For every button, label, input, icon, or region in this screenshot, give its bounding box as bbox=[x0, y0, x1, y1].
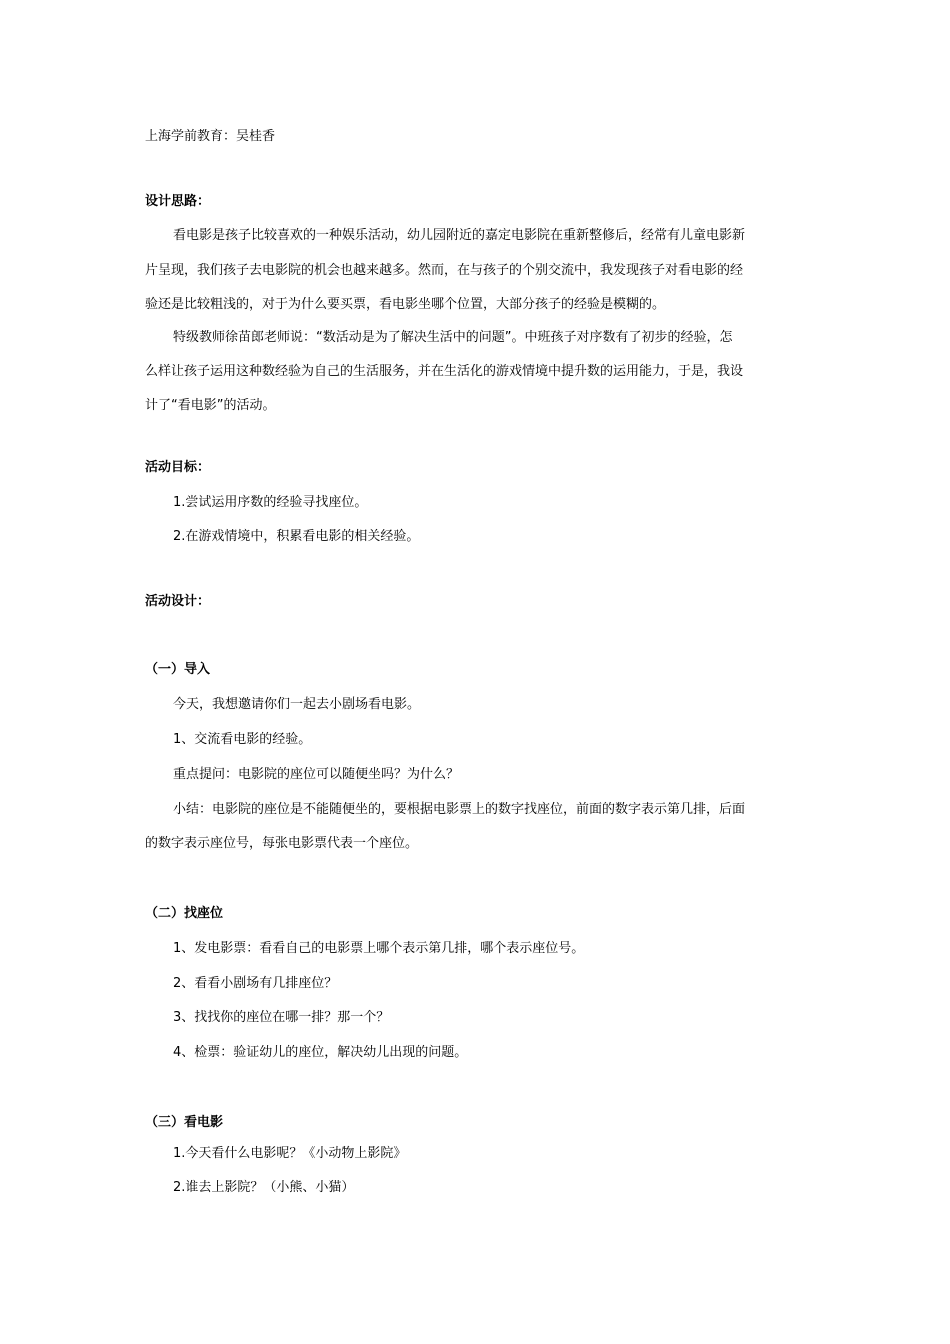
paragraph-line: 特级教师徐苗郎老师说：“数活动是为了解决生活中的问题”。中班孩子对序数有了初步的经验，怎 bbox=[173, 330, 733, 345]
part1-line: 今天，我想邀请你们一起去小剧场看电影。 bbox=[173, 697, 421, 712]
paragraph-line: 么样让孩子运用这种数经验为自己的生活服务，并在生活化的游戏情境中提升数的运用能力，于是，我设 bbox=[145, 364, 744, 379]
goal-item: 2.在游戏情境中，积累看电影的相关经验。 bbox=[173, 529, 420, 544]
goal-item: 1.尝试运用序数的经验寻找座位。 bbox=[173, 495, 368, 510]
part1-line: 小结：电影院的座位是不能随便坐的，要根据电影票上的数字找座位，前面的数字表示第几排，后面 bbox=[173, 802, 746, 817]
heading-part-2: （二）找座位 bbox=[145, 906, 224, 921]
heading-part-3: （三）看电影 bbox=[145, 1115, 224, 1130]
heading-activity-design: 活动设计： bbox=[145, 594, 211, 609]
part1-line: 1、交流看电影的经验。 bbox=[173, 732, 312, 747]
part3-line: 2.谁去上影院？（小熊、小猫） bbox=[173, 1180, 355, 1195]
part1-line: 的数字表示座位号，每张电影票代表一个座位。 bbox=[145, 836, 419, 851]
heading-part-1: （一）导入 bbox=[145, 662, 211, 677]
part2-line: 2、看看小剧场有几排座位？ bbox=[173, 976, 338, 991]
part2-line: 3、找找你的座位在哪一排？那一个？ bbox=[173, 1010, 390, 1025]
part2-line: 1、发电影票：看看自己的电影票上哪个表示第几排，哪个表示座位号。 bbox=[173, 941, 585, 956]
paragraph-line: 验还是比较粗浅的，对于为什么要买票，看电影坐哪个位置，大部分孩子的经验是模糊的。 bbox=[145, 297, 666, 312]
heading-goals: 活动目标： bbox=[145, 460, 211, 475]
heading-design-idea: 设计思路： bbox=[145, 194, 211, 209]
author-line: 上海学前教育：吴桂香 bbox=[145, 129, 276, 144]
part2-line: 4、检票：验证幼儿的座位，解决幼儿出现的问题。 bbox=[173, 1045, 468, 1060]
part3-line: 1.今天看什么电影呢？《小动物上影院》 bbox=[173, 1146, 407, 1161]
paragraph-line: 计了“看电影”的活动。 bbox=[145, 398, 276, 413]
part1-line: 重点提问：电影院的座位可以随便坐吗？为什么？ bbox=[173, 767, 460, 782]
paragraph-line: 看电影是孩子比较喜欢的一种娱乐活动，幼儿园附近的嘉定电影院在重新整修后，经常有儿童电影新 bbox=[173, 228, 746, 243]
paragraph-line: 片呈现，我们孩子去电影院的机会也越来越多。然而，在与孩子的个别交流中，我发现孩子对看电影的经 bbox=[145, 263, 744, 278]
